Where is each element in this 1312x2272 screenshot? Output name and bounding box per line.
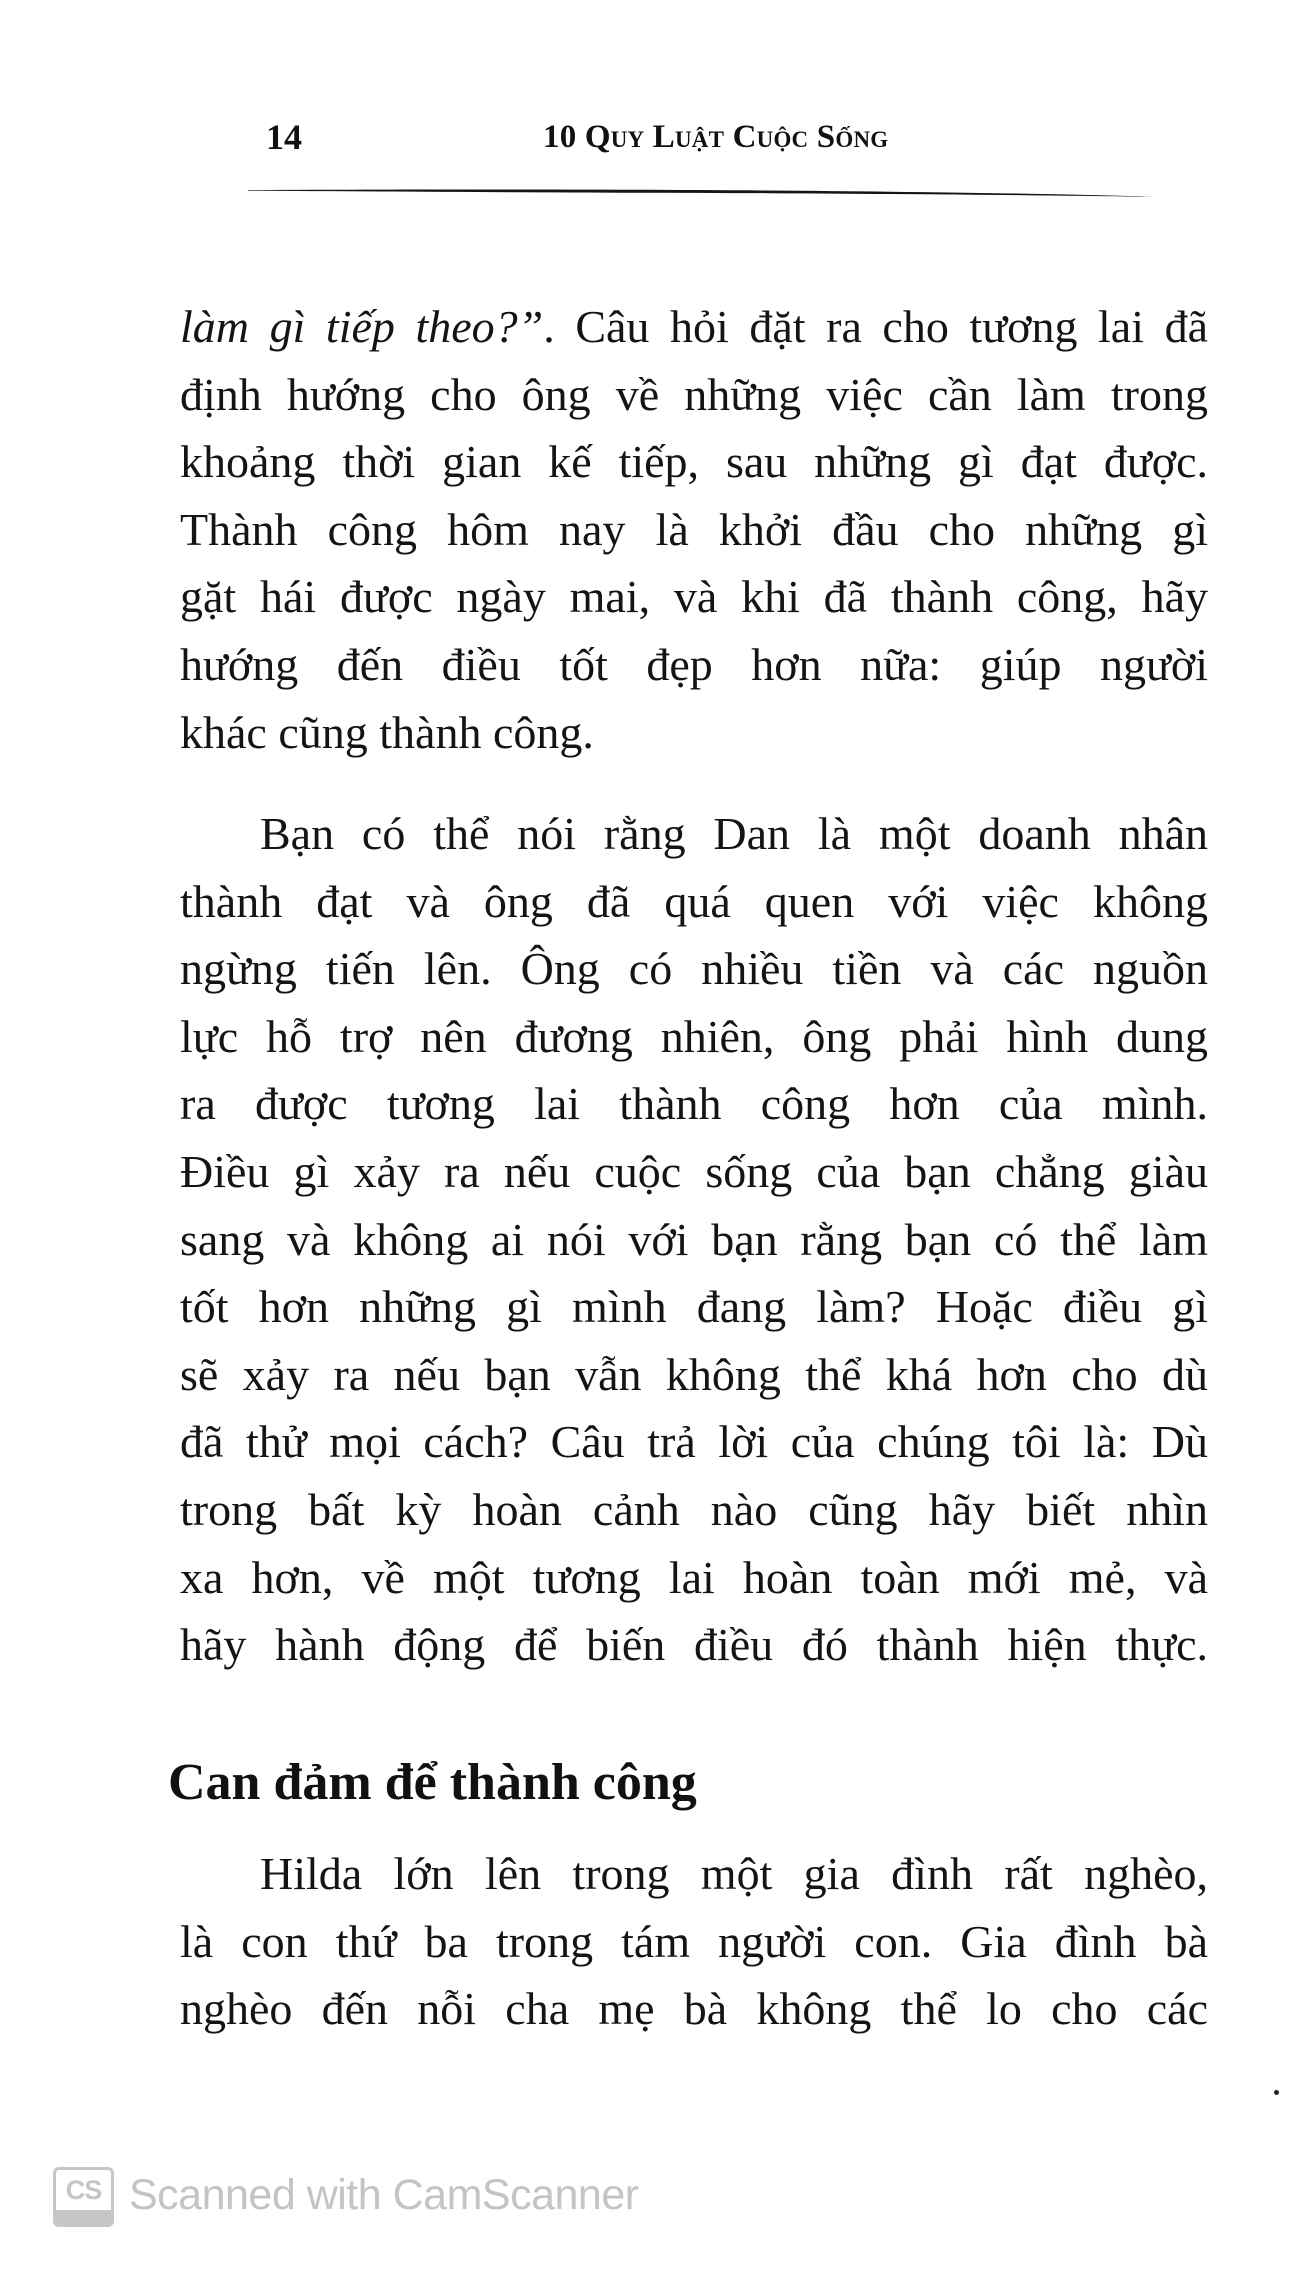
- text-line: hãy hành động để biến điều đó thành hiện thực.: [180, 1619, 1208, 1671]
- text-line: khoảng thời gian kế tiếp, sau những gì đạt được.: [180, 436, 1208, 488]
- text-line: tốt hơn những gì mình đang làm? Hoặc điều gì: [180, 1281, 1208, 1333]
- text-line: Thành công hôm nay là khởi đầu cho những gì: [180, 503, 1208, 555]
- scan-speck: [1274, 2090, 1279, 2095]
- text-line: ra được tương lai thành công hơn của mình.: [180, 1078, 1208, 1130]
- text-line: là con thứ ba trong tám người con. Gia đình bà: [180, 1915, 1208, 1967]
- text-line: khác cũng thành công.: [180, 706, 594, 758]
- running-header-title: 10 Quy Luật Cuộc Sống: [543, 119, 889, 155]
- text-line: sang và không ai nói với bạn rằng bạn có thể làm: [180, 1213, 1208, 1265]
- text-line: hướng đến điều tốt đẹp hơn nữa: giúp người: [180, 639, 1208, 690]
- section-heading: Can đảm để thành công: [168, 1754, 697, 1811]
- text-line: định hướng cho ông về những việc cần làm trong: [180, 368, 1208, 420]
- camscanner-logo-icon: [53, 2167, 114, 2227]
- text-line: trong bất kỳ hoàn cảnh nào cũng hãy biết nhìn: [180, 1484, 1208, 1535]
- page-number: 14: [266, 117, 302, 157]
- italic-quote-ending: làm gì tiếp theo?”: [180, 301, 544, 352]
- text-line: sẽ xảy ra nếu bạn vẫn không thể khá hơn cho dù: [180, 1348, 1208, 1400]
- header-rule: [248, 188, 1166, 198]
- text-line: gặt hái được ngày mai, và khi đã thành công, hãy: [180, 571, 1208, 623]
- text-line: đã thử mọi cách? Câu trả lời của chúng tôi là: Dù: [180, 1416, 1208, 1468]
- text-line: thành đạt và ông đã quá quen với việc không: [180, 875, 1208, 927]
- text-line: Hilda lớn lên trong một gia đình rất nghèo,: [260, 1848, 1208, 1899]
- text-line: làm gì tiếp theo?”. Câu hỏi đặt ra cho tương lai đã: [180, 301, 1208, 352]
- text-line: ngừng tiến lên. Ông có nhiều tiền và các nguồn: [180, 943, 1208, 995]
- text-line: Điều gì xảy ra nếu cuộc sống của bạn chẳng giàu: [180, 1146, 1208, 1197]
- text-line: Bạn có thể nói rằng Dan là một doanh nhân: [260, 808, 1208, 859]
- text-line: xa hơn, về một tương lai hoàn toàn mới mẻ, và: [180, 1551, 1208, 1603]
- logo-text: CS: [65, 2175, 102, 2205]
- logo-band: [56, 2210, 111, 2224]
- text-line: nghèo đến nỗi cha mẹ bà không thể lo cho các: [180, 1983, 1208, 2035]
- watermark-text: Scanned with CamScanner: [129, 2171, 639, 2219]
- text-line: lực hỗ trợ nên đương nhiên, ông phải hình dung: [180, 1010, 1208, 1062]
